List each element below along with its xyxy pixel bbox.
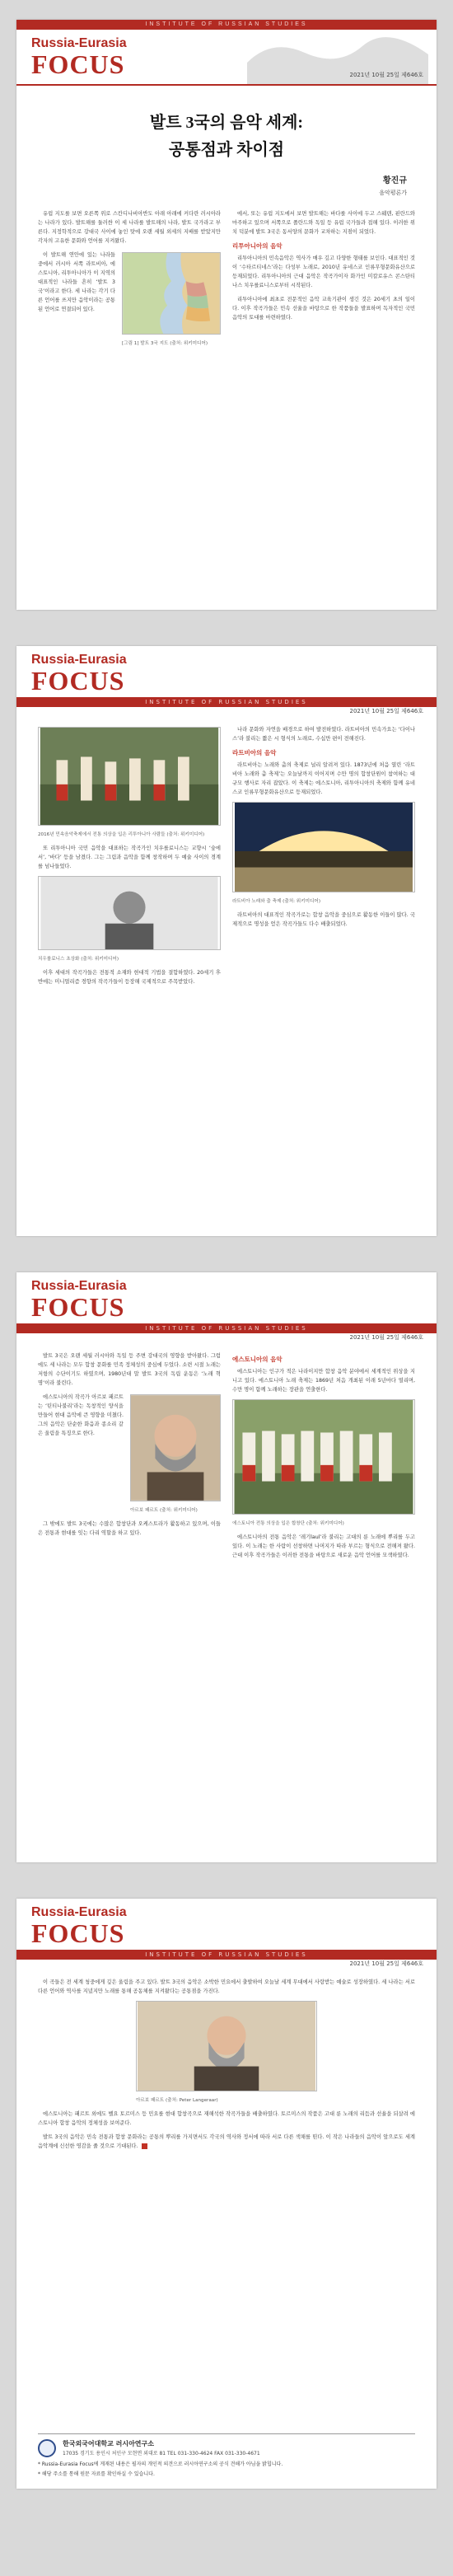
end-mark-icon [142, 2143, 147, 2149]
paragraph-text: 발트 3국의 음악은 민속 전통과 합창 문화라는 공통의 뿌리를 가지면서도 각국의 역사와 정서에 따라 서로 다른 색채를 띤다. 이 작은 나라들의 음악이 앞으로도 세계 음악계에 신선한 영감을 줄 것으로 기대된다. [38, 2134, 415, 2149]
paragraph: 에스토니아의 작곡가 아르보 패르트는 ‘틴티나불리’라는 독창적인 양식을 만들어 현대 음악에 큰 영향을 미쳤다. 그의 음악은 단순한 화음과 종소리 같은 울림을 특징으로 한다. [38, 1394, 124, 1436]
seal-icon [38, 2439, 56, 2457]
masthead-subtitle: Russia-Eurasia [31, 1905, 127, 1919]
issue-line: 2021년 10월 25일 제646호 [349, 72, 423, 78]
issue-line: 2021년 10월 25일 제646호 [349, 708, 423, 714]
figure-caption: [그림 1] 발트 3국 지도 (출처: 위키미디어) [122, 341, 208, 346]
masthead-band: INSTITUTE OF RUSSIAN STUDIES [16, 1950, 437, 1960]
masthead-subtitle: Russia-Eurasia [31, 1279, 127, 1293]
masthead-subtitle: Russia-Eurasia [31, 653, 127, 667]
paragraph: 이후 세대의 작곡가들은 전통적 소재와 현대적 기법을 결합하였다. 20세기 후반에는 미니멀리즘 경향의 작곡가들이 등장해 국제적으로 주목받았다. [38, 970, 221, 985]
footer [38, 2433, 415, 2477]
baltic-map-image [122, 252, 221, 335]
map-figure [122, 252, 221, 348]
footer-disclaimer: * Russia-Eurasia Focus에 게재된 내용은 필자의 개인적 의견으로 러시아연구소의 공식 견해가 아님을 밝힙니다. [38, 2461, 283, 2467]
photo-figure [130, 1394, 221, 1515]
issue-line: 2021년 10월 25일 제646호 [349, 1960, 423, 1967]
paragraph: 또 리투아니아 국민 음악을 대표하는 작곡가인 치우를료니스는 교향시 ‘숲에서’, ‘바다’ 등을 남겼다. 그는 그림과 음악을 함께 창작하며 두 예술 사이의 경계를 넘나들었다. [38, 845, 221, 869]
section-heading: 리투아니아의 음악 [232, 242, 283, 250]
page-4 [16, 1899, 437, 2489]
article-title-line1: 발트 3국의 음악 세계: [149, 114, 304, 132]
paragraph: 나라 문화와 자연을 배경으로 하여 발전하였다. 라트비아의 민속가요는 ‘다이나스’라 불리는 짧은 시 형식의 노래로, 수십만 편이 전해진다. [232, 727, 415, 742]
page-3 [16, 1272, 437, 1862]
figure-caption: 라트비아 노래와 춤 축제 (출처: 위키미디어) [232, 899, 321, 904]
column-right [232, 725, 415, 1220]
body-columns [38, 209, 415, 593]
author-block [379, 173, 407, 197]
column-left [38, 725, 221, 1220]
masthead [16, 20, 437, 86]
folk-festival-photo [38, 727, 221, 826]
author-name: 황진규 [383, 176, 407, 185]
figure-caption: 에스토니아 전통 의상을 입은 합창단 (출처: 위키미디어) [232, 1521, 344, 1526]
masthead-title: FOCUS [31, 666, 125, 696]
footer-address: 17035 경기도 용인시 처인구 모현면 외대로 81 TEL 031-330-4624 FAX 031-330-4671 [63, 2451, 260, 2457]
body-columns [38, 1351, 415, 1846]
author-affiliation: 음악평론가 [379, 190, 407, 196]
photo-figure [136, 2001, 317, 2105]
photo-figure [38, 727, 221, 839]
footer-note: * 해당 주소를 통해 원문 자료를 확인하실 수 있습니다. [38, 2471, 155, 2477]
paragraph: 에스토니아의 전통 음악은 ‘레기laul’라 불리는 고대의 룬 노래에 뿌리를 두고 있다. 이 노래는 한 사람이 선창하면 나머지가 따라 부르는 형식으로 전해져 왔다. 근대 이후 작곡가들은 이러한 전통을 바탕으로 새로운 음악 언어를 모색하였다. [232, 1534, 415, 1558]
photo-figure [232, 1399, 415, 1528]
column-right [232, 1351, 415, 1846]
song-festival-photo [232, 802, 415, 892]
section-heading: 라트비아의 음악 [232, 749, 277, 756]
masthead-band: INSTITUTE OF RUSSIAN STUDIES [16, 20, 437, 30]
masthead [16, 1899, 437, 1969]
article-title-line2: 공통점과 차이점 [168, 141, 285, 159]
masthead-title: FOCUS [31, 1918, 125, 1948]
footer-org [38, 2439, 415, 2457]
page-2 [16, 646, 437, 1236]
masthead-title: FOCUS [31, 1292, 125, 1322]
figure-caption: 아르보 패르트 (출처: 위키미디어) [130, 1508, 198, 1513]
column-left [38, 1351, 221, 1846]
paragraph: 유럽 지도를 보면 오른쪽 위로 스칸디나비아반도 아래 아래에 커다란 러시아라는 나라가 있다. 발트해를 둘러싼 이 세 나라를 발트해의 나라, 발트 국가라고 부른다. 지정학적으로 강대국 사이에 놓인 탓에 오랜 세월 외세의 지배를 받았지만 각자의 고유한 문화와 언어를 지켜왔다. [38, 211, 221, 244]
page-1 [16, 20, 437, 610]
column-single [38, 1978, 415, 2398]
column-right [232, 209, 415, 593]
masthead [16, 646, 437, 717]
paragraph: 에서, 또는 유럽 지도에서 보면 발트해는 바다를 사이에 두고 스웨덴, 핀란드와 마주하고 있으며 서쪽으로 폴란드와 독일 등 유럽 국가들과 접해 있다. 이러한 위치 덕분에 발트 3국은 동서양의 문화가 교차하는 지점이 되었다. [232, 211, 415, 235]
issue-line: 2021년 10월 25일 제646호 [349, 1334, 423, 1341]
portrait-photo [130, 1394, 221, 1501]
figure-caption: 아르보 패르트 (출처: Peter Langeraar) [136, 2098, 218, 2103]
masthead-band: INSTITUTE OF RUSSIAN STUDIES [16, 697, 437, 707]
figure-caption: 2016년 민속음악축제에서 전통 의상을 입은 리투아니아 사람들 (출처: 위키미디어) [38, 832, 205, 837]
paragraph: 리투아니아의 민속음악은 역사가 매우 깊고 다양한 형태를 보인다. 대표적인 것이 ‘수타르티네스’라는 다성부 노래로, 2010년 유네스코 인류무형문화유산으로 등재되었다. 리투아니아의 근대 음악은 작곡가이자 화가인 미칼로유스 콘스탄티나스 치우를료니스로부터 시작된다. [232, 255, 415, 288]
paragraph: 라트비아는 노래와 춤의 축제로 널리 알려져 있다. 1873년에 처음 열린 ‘라트비아 노래와 춤 축제’는 오늘날까지 이어지며 수만 명의 합창단원이 참여하는 대규모 행사로 자리 잡았다. 이 축제는 에스토니아, 리투아니아의 축제와 함께 유네스코 인류무형문화유산으로 등재되었다. [232, 762, 415, 795]
paragraph: 이 발트해 연안에 있는 나라들 중에서 러시아 서쪽 라트비아, 에스토니아, 리투아니아가 이 지역의 대표적인 나라들 흔히 ‘발트 3국’이라고 한다. 세 나라는 각기 다른 언어를 쓰지만 음악이라는 공통된 언어로 연결되어 있다. [38, 252, 115, 312]
section-heading: 에스토니아의 음악 [232, 1356, 283, 1363]
paragraph: 이 곡들은 전 세계 청중에게 깊은 울림을 주고 있다. 발트 3국의 음악은 소박한 민요에서 출발하여 오늘날 세계 무대에서 사랑받는 예술로 성장하였다. 세 나라는 서로 다른 언어와 역사를 지녔지만 노래를 통해 공동체를 지켜왔다는 공통점을 가진다. [38, 1979, 415, 1994]
masthead-band: INSTITUTE OF RUSSIAN STUDIES [16, 1323, 437, 1333]
paragraph: 라트비아의 대표적인 작곡가로는 합창 음악을 중심으로 활동한 이들이 많다. 국제적으로 명성을 얻은 작곡가들도 다수 배출되었다. [232, 912, 415, 927]
paragraph [38, 2133, 415, 2151]
photo-figure [38, 876, 221, 963]
body-columns [38, 725, 415, 1220]
portrait-photo [136, 2001, 317, 2091]
figure-caption: 치우를료니스 초상화 (출처: 위키미디어) [38, 957, 119, 962]
paragraph: 그 밖에도 발트 3국에는 수많은 합창단과 오케스트라가 활동하고 있으며, 이들은 전통과 현대를 잇는 다리 역할을 하고 있다. [38, 1521, 221, 1536]
paragraph: 발트 3국은 오랜 세월 러시아와 독일 등 주변 강대국의 영향을 받아왔다. 그럼에도 세 나라는 모두 합창 문화를 민족 정체성의 중심에 두었다. 소련 시절 노래는 저항의 수단이기도 하였으며, 1980년대 말 발트 3국의 독립 운동은 ‘노래 혁명’이라 불린다. [38, 1353, 221, 1386]
choir-photo [232, 1399, 415, 1515]
photo-figure [232, 802, 415, 906]
masthead-title: FOCUS [31, 49, 125, 79]
masthead-subtitle: Russia-Eurasia [31, 36, 127, 50]
column-left [38, 209, 221, 593]
footer-org-name: 한국외국어대학교 러시아연구소 [63, 2440, 154, 2447]
body-columns [38, 1978, 415, 2398]
portrait-photo [38, 876, 221, 950]
paragraph: 에스토니아는 인구가 적은 나라이지만 합창 음악 분야에서 세계적인 위상을 지니고 있다. 에스토니아 노래 축제는 1869년 처음 개최된 이래 5년마다 열리며, 수만 명이 함께 노래하는 장관을 연출한다. [232, 1369, 415, 1393]
masthead [16, 1272, 437, 1343]
paragraph: 에스토니아는 패르트 외에도 벨요 토르미스 등 민요를 현대 합창곡으로 재해석한 작곡가들을 배출하였다. 토르미스의 작품은 고대 룬 노래의 리듬과 선율을 되살려 에스토니아 합창 음악의 정체성을 보여준다. [38, 2111, 415, 2126]
paragraph: 리투아니아에 최초로 전문적인 음악 교육기관이 생긴 것은 20세기 초의 일이다. 이후 작곡가들은 민속 선율을 바탕으로 한 작품들을 발표하며 독자적인 국민 음악의 토대를 마련하였다. [232, 297, 415, 321]
